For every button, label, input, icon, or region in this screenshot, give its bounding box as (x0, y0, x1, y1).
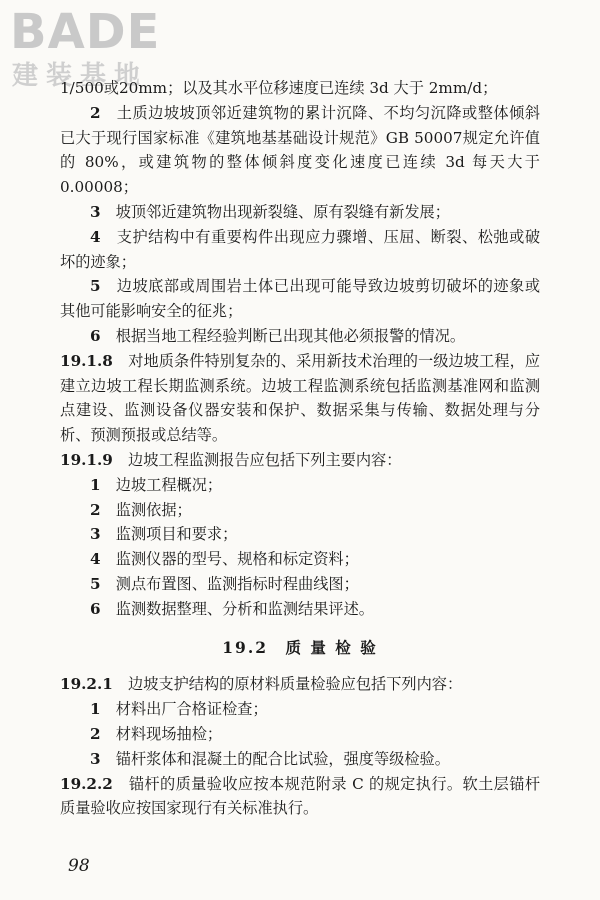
paragraph (60, 200, 540, 225)
paragraph (60, 547, 540, 572)
clause-text: 根据当地工程经验判断已出现其他必须报警的情况。 (115, 326, 466, 345)
clause-text: 1/500或20mm；以及其水平位移速度已连续 3d 大于 2mm/d； (60, 79, 498, 97)
clause-number: 4 (90, 227, 101, 246)
clause-number: 19.1.9 (60, 450, 113, 469)
paragraph (60, 274, 540, 324)
clause-number: 19.2.2 (60, 774, 113, 793)
paragraph (60, 697, 540, 722)
clause-text: 监测仪器的型号、规格和标定资料； (115, 550, 359, 569)
clause-number: 5 (90, 574, 101, 593)
paragraph (60, 448, 540, 473)
paragraph (60, 772, 540, 822)
paragraph (60, 722, 540, 747)
clause-number: 6 (90, 599, 101, 618)
clause-number: 5 (90, 277, 101, 296)
clause-text: 边坡底部或周围岩土体已出现可能导致边坡剪切破坏的迹象或其他可能影响安全的征兆； (60, 277, 541, 321)
clause-number: 2 (90, 500, 101, 519)
clause-text: 测点布置图、监测指标时程曲线图； (115, 574, 359, 593)
paragraph (60, 349, 540, 448)
clause-text: 边坡支护结构的原材料质量检验应包括下列内容： (128, 675, 463, 694)
paragraph (60, 473, 540, 498)
paragraph (60, 498, 540, 523)
clause-number: 2 (90, 724, 101, 743)
clause-text: 监测项目和要求； (115, 525, 238, 544)
paragraph (60, 522, 540, 547)
clause-text: 锚杆的质量验收应按本规范附录 C 的规定执行。软土层锚杆质量验收应按国家现行有关标准执行。 (60, 774, 541, 818)
clause-number: 19.1.8 (60, 351, 113, 370)
clause-text: 边坡工程监测报告应包括下列主要内容： (128, 450, 402, 469)
clause-text: 监测数据整理、分析和监测结果评述。 (115, 599, 374, 618)
paragraph (60, 76, 540, 101)
clause-number: 1 (90, 700, 101, 719)
paragraph (60, 101, 540, 200)
clause-text: 坡顶邻近建筑物出现新裂缝、原有裂缝有新发展； (115, 202, 450, 221)
clause-number: 3 (90, 202, 101, 221)
paragraph (60, 747, 540, 772)
paragraph (60, 324, 540, 349)
clause-text: 材料现场抽检； (115, 724, 223, 743)
paragraph (60, 225, 540, 275)
logo-brand: BADE (10, 4, 161, 60)
paragraph (60, 597, 540, 622)
clause-number: 3 (90, 525, 101, 544)
logo-subtitle: 建装基地 (12, 61, 149, 91)
clause-text: 边坡工程概况； (115, 475, 223, 494)
clause-number: 2 (90, 103, 101, 122)
clause-text: 监测依据； (115, 500, 192, 519)
clause-number: 19.2.1 (60, 675, 113, 694)
clause-text: 支护结构中有重要构件出现应力骤增、压屈、断裂、松弛或破坏的迹象； (60, 227, 541, 271)
clause-text: 土质边坡坡顶邻近建筑物的累计沉降、不均匀沉降或整体倾斜已大于现行国家标准《建筑地基基础设计规范》GB 50007规定允许值的 80%，或建筑物的整体倾斜度变化速度已连续 3d 每天大于 0.00008； (60, 103, 541, 197)
section-heading: 19.2 质 量 检 验 (222, 637, 378, 657)
clause-list-19-1 (60, 76, 540, 622)
clause-number: 1 (90, 475, 101, 494)
clause-text: 材料出厂合格证检查； (115, 700, 268, 719)
paragraph (60, 672, 540, 697)
clause-number: 4 (90, 550, 101, 569)
paragraph (60, 572, 540, 597)
clause-number: 3 (90, 749, 101, 768)
clause-list-19-2 (60, 672, 540, 821)
document-body (60, 76, 540, 821)
page-number: 98 (68, 856, 90, 876)
clause-number: 6 (90, 326, 101, 345)
clause-text: 锚杆浆体和混凝土的配合比试验，强度等级检验。 (115, 749, 450, 768)
clause-text: 对地质条件特别复杂的、采用新技术治理的一级边坡工程，应建立边坡工程长期监测系统。边坡工程监测系统包括监测基准网和监测点建设、监测设备仪器安装和保护、数据采集与传输、数据处理与分析、预测预报或总结等。 (60, 351, 541, 445)
